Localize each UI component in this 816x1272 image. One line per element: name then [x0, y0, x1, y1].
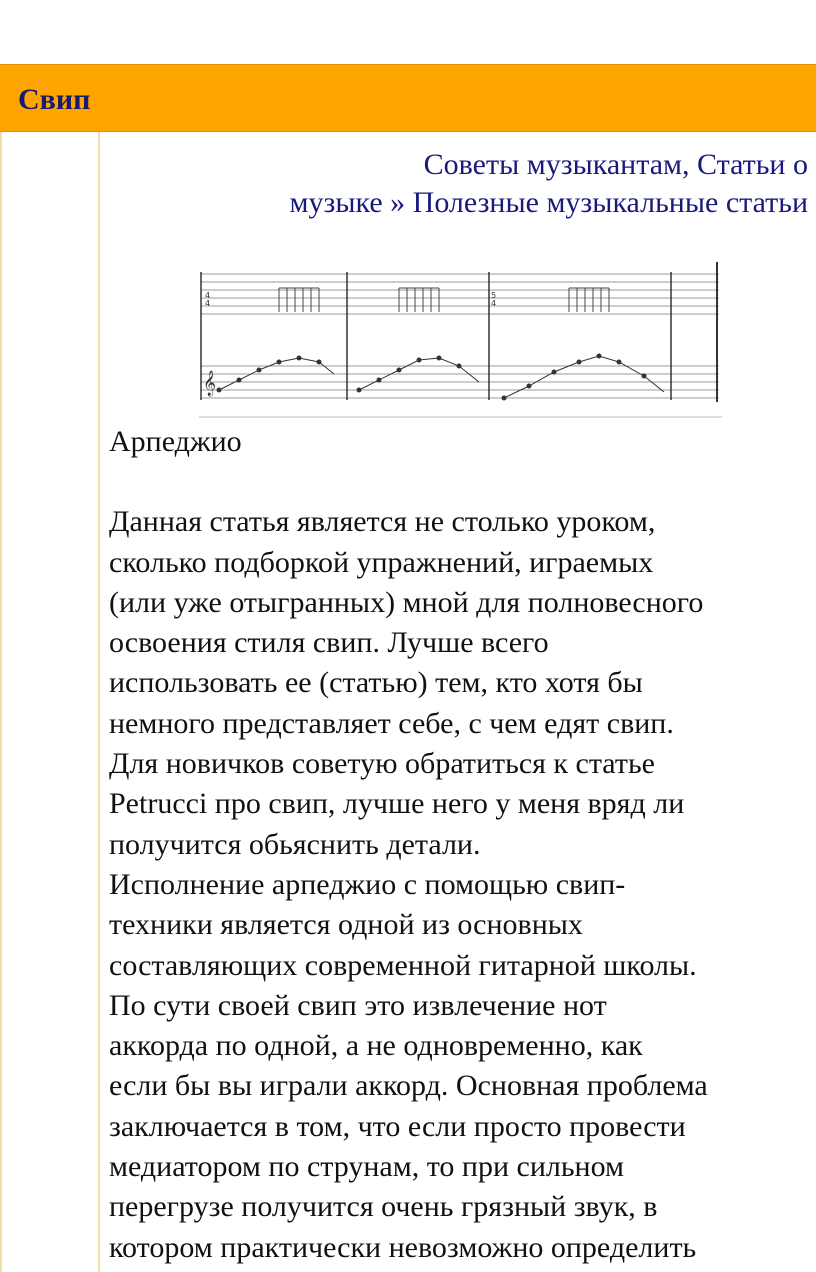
breadcrumb-line-2[interactable]: музыке » Полезные музыкальные статьи	[289, 186, 808, 219]
text-line: медиатором по струнам, то при сильном	[109, 1150, 625, 1184]
svg-text:𝄞: 𝄞	[203, 371, 217, 396]
text-line: Данная статья является не столько уроком,	[109, 505, 656, 539]
page-title: Свип	[18, 83, 91, 116]
svg-text:4: 4	[205, 291, 211, 300]
svg-text:5: 5	[491, 291, 497, 300]
text-line: Для новичков советую обратиться к статье	[109, 747, 655, 781]
text-line: аккорда по одной, а не одновременно, как	[109, 1029, 643, 1063]
article-content	[101, 132, 816, 1272]
article-subtitle: Арпеджио	[109, 425, 242, 458]
text-line: немного представляет себе, с чем едят свип.	[109, 706, 674, 740]
text-line: заключается в том, что если просто провести	[109, 1109, 686, 1143]
text-line: Исполнение арпеджио с помощью свип-	[109, 867, 626, 901]
text-line: использовать ее (статью) тем, кто хотя бы	[109, 666, 643, 700]
text-line: если бы вы играли аккорд. Основная проблема	[109, 1069, 708, 1103]
left-column	[0, 132, 100, 1272]
text-line: сколько подборкой упражнений, играемых	[109, 545, 654, 579]
text-line: По сути своей свип это извлечение нот	[109, 988, 607, 1022]
text-line: техники является одной из основных	[109, 908, 583, 942]
text-line: освоения стиля свип. Лучше всего	[109, 626, 549, 660]
header-bar	[0, 64, 816, 132]
article-body	[109, 422, 816, 1268]
text-line: получится обьяснить детали.	[109, 827, 481, 861]
text-line: (или уже отыгранных) мной для полновесного	[109, 585, 704, 619]
text-line: перегрузе получится очень грязный звук, в	[109, 1190, 658, 1224]
sheet-music-image	[199, 262, 722, 418]
text-line: составляющих современной гитарной школы.	[109, 948, 697, 982]
svg-text:4: 4	[491, 299, 497, 308]
breadcrumb[interactable]	[168, 146, 808, 222]
text-line: Petrucci про свип, лучше него у меня вряд ли	[109, 787, 685, 821]
breadcrumb-line-1[interactable]: Советы музыкантам, Статьи о	[423, 148, 808, 181]
svg-text:4: 4	[205, 299, 211, 308]
text-line: котором практически невозможно определить	[109, 1230, 697, 1264]
